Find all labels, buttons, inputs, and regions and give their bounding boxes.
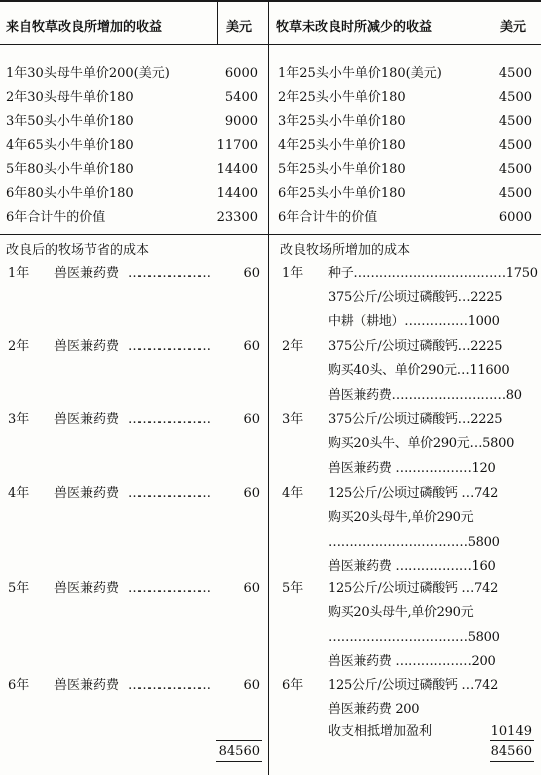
right-line-text: 125公斤/公顷过磷酸钙 …742 [328, 678, 499, 693]
left-dots: …………………… [128, 412, 208, 427]
income-row-label: 6年合计牛的价值 [6, 210, 106, 225]
right-line-text: 兽医兼药费 ………………160 [328, 559, 496, 574]
right-year: 6年 [282, 678, 304, 693]
loss-row-value: 4500 [498, 114, 532, 129]
loss-row-value: 4500 [498, 138, 532, 153]
loss-row-label: 1年25头小牛单价180(美元) [278, 66, 442, 81]
left-item: 兽医兼药费 [54, 412, 120, 427]
left-header-unit: 美元 [226, 20, 253, 35]
income-bottom-rule [0, 234, 541, 235]
income-row-value: 6000 [224, 66, 258, 81]
loss-row-value: 4500 [498, 90, 532, 105]
loss-row-value: 4500 [498, 66, 532, 81]
income-row-label: 6年80头小牛单价180 [6, 186, 134, 201]
header-rule [0, 44, 541, 45]
right-header-unit: 美元 [500, 20, 527, 35]
right-line-text: 购买20头母牛,单价290元 [328, 510, 474, 525]
left-header-title: 来自牧草改良所增加的收益 [6, 20, 163, 35]
left-dots: …………………… [128, 581, 208, 596]
left-dots: …………………… [128, 339, 208, 354]
center-divider [268, 0, 269, 775]
income-row-value: 5400 [224, 90, 258, 105]
left-item: 兽医兼药费 [54, 678, 120, 693]
income-row-value: 23300 [216, 210, 258, 225]
right-line-text: 购买40头、单价290元…11600 [328, 363, 510, 378]
left-item: 兽医兼药费 [54, 339, 120, 354]
left-year: 1年 [8, 266, 30, 281]
right-header-title: 牧草未改良时所减少的收益 [276, 20, 433, 35]
left-year: 4年 [8, 486, 30, 501]
income-row-label: 2年30头母牛单价180 [6, 90, 134, 105]
right-line-text: 375公斤/公顷过磷酸钙…2225 [328, 290, 503, 305]
right-year: 5年 [282, 581, 304, 596]
loss-row-label: 6年25头小牛单价180 [278, 186, 406, 201]
loss-row-label: 2年25头小牛单价180 [278, 90, 406, 105]
profit-value: 10149 [490, 724, 532, 739]
right-year: 3年 [282, 412, 304, 427]
left-year: 5年 [8, 581, 30, 596]
loss-row-value: 6000 [498, 210, 532, 225]
left-year: 6年 [8, 678, 30, 693]
right-line-text: 375公斤/公顷过磷酸钙…2225 [328, 412, 503, 427]
loss-row-value: 4500 [498, 162, 532, 177]
left-dots: …………………… [128, 266, 208, 281]
loss-row-label: 6年合计牛的价值 [278, 210, 378, 225]
left-value-divider [217, 0, 218, 44]
left-total-rule [216, 740, 262, 741]
income-row-value: 14400 [216, 186, 258, 201]
right-line-text: 购买20头牛、单价290元…5800 [328, 436, 515, 451]
left-value: 60 [243, 486, 260, 501]
right-line-text: 兽医兼药费………………………80 [328, 388, 522, 403]
left-section-title: 改良后的牧场节省的成本 [6, 243, 150, 258]
loss-row-label: 5年25头小牛单价180 [278, 162, 406, 177]
left-value: 60 [243, 678, 260, 693]
right-section-title: 改良牧场所增加的成本 [280, 243, 411, 258]
left-item: 兽医兼药费 [54, 486, 120, 501]
left-total: 84560 [218, 744, 260, 759]
left-item: 兽医兼药费 [54, 581, 120, 596]
right-year: 4年 [282, 486, 304, 501]
right-line-text: 375公斤/公顷过磷酸钙…2225 [328, 339, 503, 354]
income-row-value: 11700 [216, 138, 258, 153]
right-year: 2年 [282, 339, 304, 354]
right-line-text: ……………………………5800 [328, 630, 500, 645]
right-line-text: 兽医兼药费 200 [328, 702, 420, 717]
income-row-value: 14400 [216, 162, 258, 177]
top-rule [0, 0, 541, 2]
income-row-label: 4年65头小牛单价180 [6, 138, 134, 153]
left-value: 60 [243, 339, 260, 354]
right-line-text: ……………………………5800 [328, 535, 500, 550]
left-value: 60 [243, 412, 260, 427]
left-total-double-rule [216, 761, 262, 762]
left-dots: …………………… [128, 486, 208, 501]
right-total-double-rule [490, 761, 534, 762]
left-year: 2年 [8, 339, 30, 354]
left-value: 60 [243, 581, 260, 596]
right-total-rule [490, 740, 534, 741]
income-row-value: 9000 [224, 114, 258, 129]
left-item: 兽医兼药费 [54, 266, 120, 281]
left-value: 60 [243, 266, 260, 281]
left-year: 3年 [8, 412, 30, 427]
right-total: 84560 [490, 744, 532, 759]
left-dots: …………………… [128, 678, 208, 693]
right-line-text: 兽医兼药费 ………………200 [328, 654, 496, 669]
right-line-text: 125公斤/公顷过磷酸钙 …742 [328, 486, 499, 501]
right-line-text: 购买20头母牛,单价290元 [328, 605, 474, 620]
right-line-text: 种子………………………………1750 [328, 266, 538, 281]
profit-label: 收支相抵增加盈利 [328, 724, 433, 739]
right-line-text: 125公斤/公顷过磷酸钙 …742 [328, 581, 499, 596]
income-row-label: 3年50头小牛单价180 [6, 114, 134, 129]
right-line-text: 兽医兼药费 ………………120 [328, 461, 496, 476]
loss-row-label: 4年25头小牛单价180 [278, 138, 406, 153]
loss-row-label: 3年25头小牛单价180 [278, 114, 406, 129]
right-line-text: 中耕（耕地）……………1000 [328, 314, 500, 329]
income-row-label: 1年30头母牛单价200(美元) [6, 66, 170, 81]
income-row-label: 5年80头小牛单价180 [6, 162, 134, 177]
loss-row-value: 4500 [498, 186, 532, 201]
right-year: 1年 [282, 266, 304, 281]
